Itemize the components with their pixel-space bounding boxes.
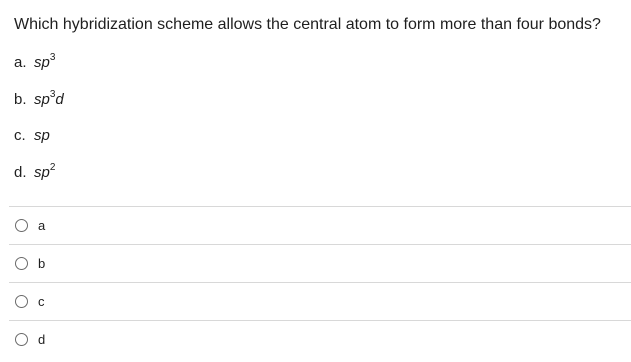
choice-label[interactable]: a <box>38 218 46 233</box>
option-letter: a. <box>14 54 27 71</box>
formula-superscript: 3 <box>49 52 56 63</box>
choice-label[interactable]: d <box>38 332 46 347</box>
formula-base: sp <box>34 54 50 71</box>
radio-button[interactable] <box>15 219 28 232</box>
option-formula <box>34 127 50 144</box>
radio-button[interactable] <box>15 257 28 270</box>
formula-suffix: d <box>55 91 64 108</box>
formula-superscript: 3 <box>49 89 56 100</box>
answer-choices <box>9 206 631 358</box>
question-text: Which hybridization scheme allows the central atom to form more than four bonds? <box>14 16 601 33</box>
option-formula <box>34 54 55 71</box>
formula-base: sp <box>34 127 50 144</box>
formula-base: sp <box>34 91 50 108</box>
choice-d[interactable] <box>9 320 631 358</box>
option-d-line <box>14 163 55 183</box>
choice-a[interactable] <box>9 206 631 244</box>
option-letter: c. <box>14 127 26 144</box>
option-a-line <box>14 53 55 73</box>
radio-button[interactable] <box>15 295 28 308</box>
option-b-line <box>14 90 64 110</box>
radio-button[interactable] <box>15 333 28 346</box>
option-letter: b. <box>14 91 27 108</box>
option-c-line <box>14 126 50 146</box>
choice-b[interactable] <box>9 244 631 282</box>
choice-label[interactable]: b <box>38 256 46 271</box>
option-formula <box>34 91 64 108</box>
option-formula <box>34 164 55 181</box>
choice-label[interactable]: c <box>38 294 45 309</box>
option-letter: d. <box>14 164 27 181</box>
formula-superscript: 2 <box>49 162 56 173</box>
formula-base: sp <box>34 164 50 181</box>
choice-c[interactable] <box>9 282 631 320</box>
